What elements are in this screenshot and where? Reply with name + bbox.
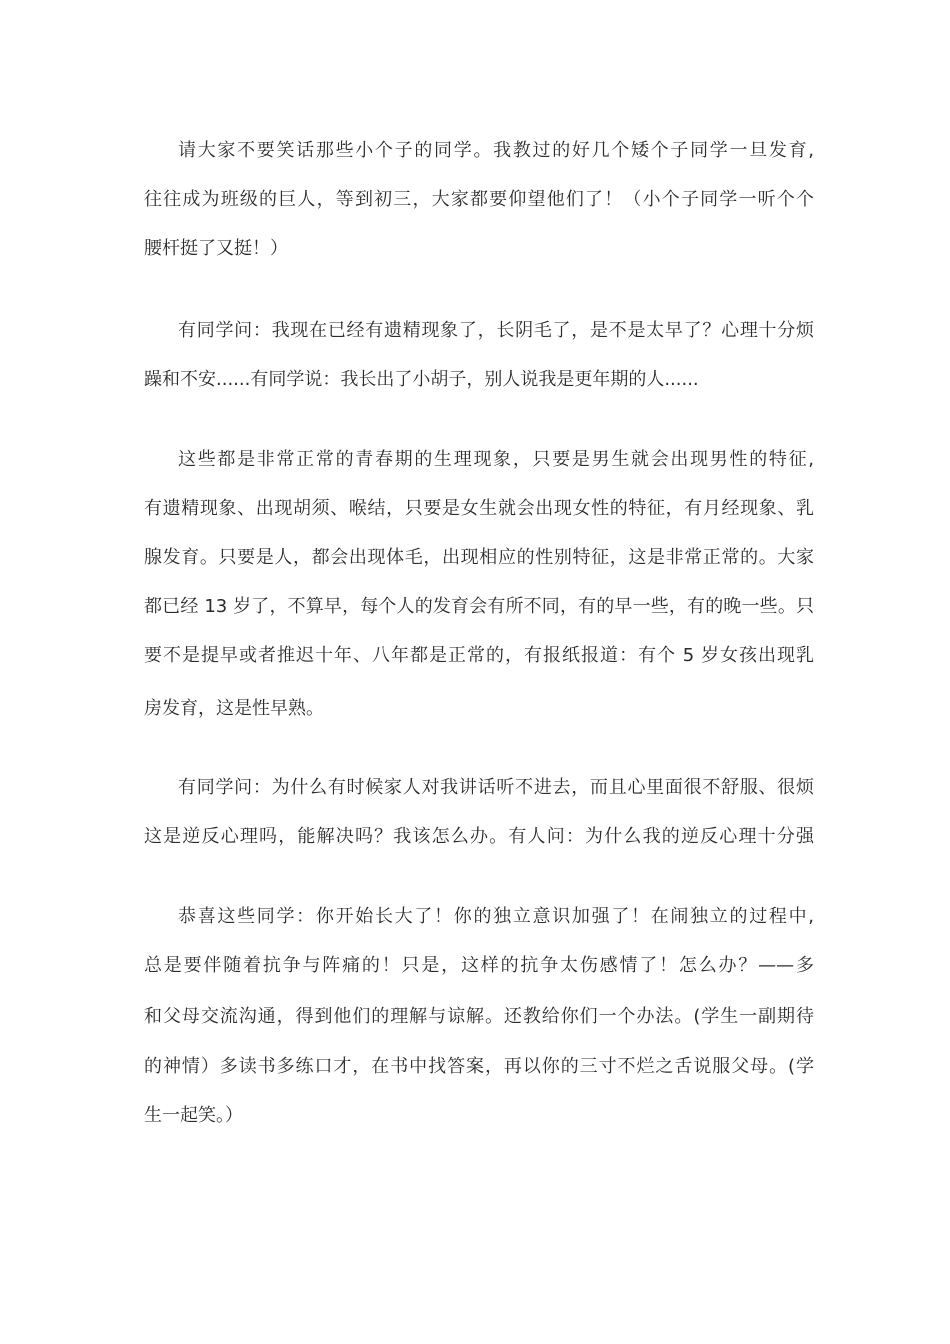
paragraph-5-line-4: 的神情）多读书多练口才，在书中找答案，再以你的三寸不烂之舌说服父母。(学 xyxy=(144,1056,814,1077)
paragraph-5-line-2: 总是要伴随着抗争与阵痛的！只是，这样的抗争太伤感情了！怎么办？——多 xyxy=(144,955,814,976)
paragraph-3-line-3: 腺发育。只要是人，都会出现体毛，出现相应的性别特征，这是非常正常的。大家 xyxy=(144,547,814,568)
paragraph-3-line-6: 房发育，这是性早熟。 xyxy=(144,698,324,719)
paragraph-3-line-1: 这些都是非常正常的青春期的生理现象，只要是男生就会出现男性的特征, xyxy=(178,449,814,470)
paragraph-1-line-1: 请大家不要笑话那些小个子的同学。我教过的好几个矮个子同学一旦发育, xyxy=(178,140,814,161)
paragraph-2-line-2: 躁和不安......有同学说：我长出了小胡子，别人说我是更年期的人...... xyxy=(144,369,699,390)
paragraph-3-line-4: 都已经 13 岁了，不算早，每个人的发育会有所不同，有的早一些，有的晚一些。只 xyxy=(144,596,814,617)
paragraph-4-line-1: 有同学问：为什么有时候家人对我讲话听不进去，而且心里面很不舒服、很烦 xyxy=(178,777,814,798)
paragraph-5-line-3: 和父母交流沟通，得到他们的理解与谅解。还教给你们一个办法。(学生一副期待 xyxy=(144,1006,814,1027)
paragraph-2-line-1: 有同学问：我现在已经有遗精现象了，长阴毛了，是不是太早了？心理十分烦 xyxy=(178,320,814,341)
paragraph-3-line-2: 有遗精现象、出现胡须、喉结，只要是女生就会出现女性的特征，有月经现象、乳 xyxy=(144,498,814,519)
paragraph-1-line-3: 腰杆挺了又挺！） xyxy=(144,238,288,259)
paragraph-5-line-5: 生一起笑。） xyxy=(144,1105,243,1126)
paragraph-4-line-2: 这是逆反心理吗，能解决吗？我该怎么办。有人问：为什么我的逆反心理十分强 xyxy=(144,826,814,847)
paragraph-5-line-1: 恭喜这些同学：你开始长大了！你的独立意识加强了！在闹独立的过程中, xyxy=(178,906,814,927)
paragraph-1-line-2: 往往成为班级的巨人，等到初三，大家都要仰望他们了！（小个子同学一听个个 xyxy=(144,189,814,210)
paragraph-3-line-5: 要不是提早或者推迟十年、八年都是正常的，有报纸报道：有个 5 岁女孩出现乳 xyxy=(144,645,814,666)
